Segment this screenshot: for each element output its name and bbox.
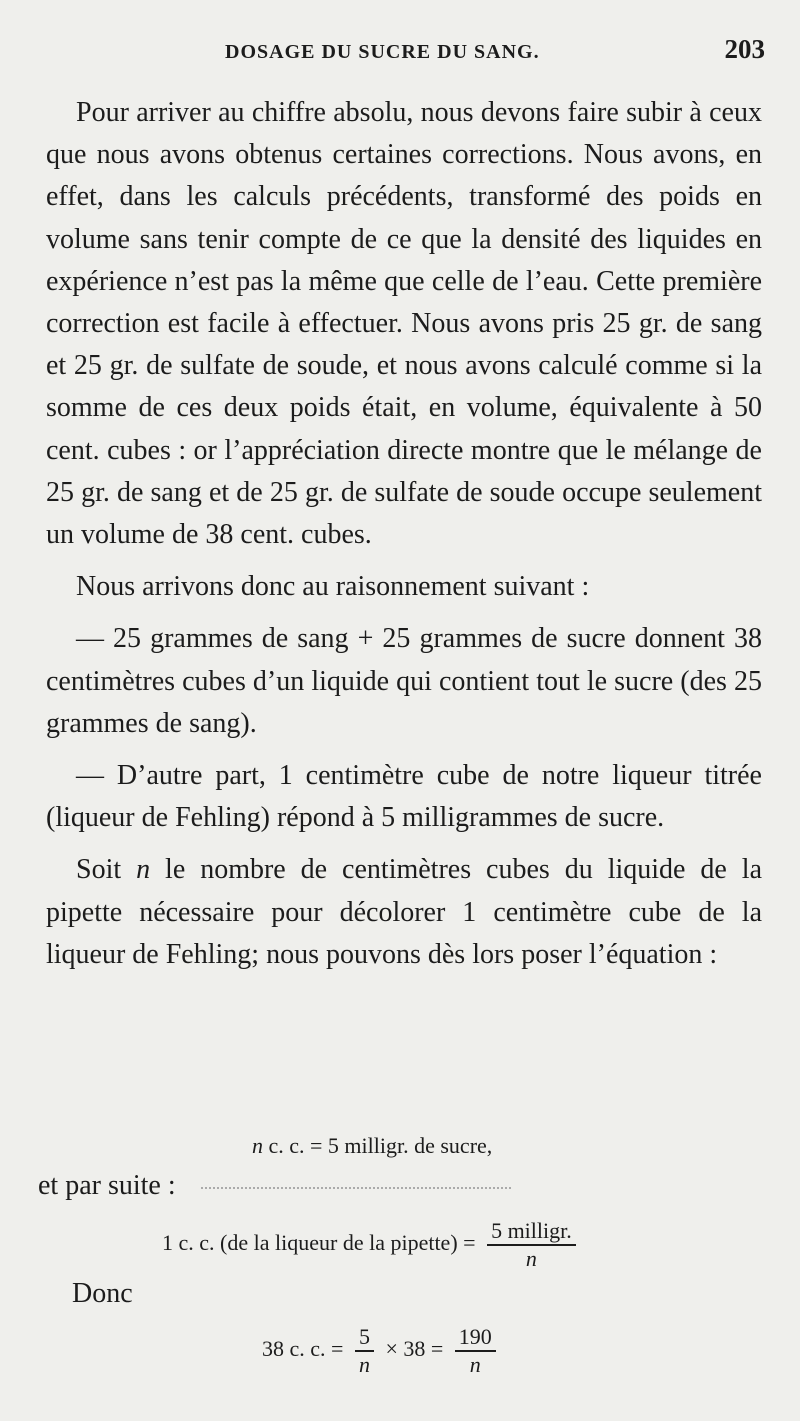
equation-2-denominator: n: [525, 1246, 537, 1271]
equation-2-lhs: 1 c. c. (de la liqueur de la pipette) =: [162, 1230, 476, 1256]
equation-3-f2-denominator: n: [469, 1352, 481, 1377]
paragraph-5-text: le nombre de centimètres cubes du liquide de la pipette nécessaire pour décolorer 1 centimètre cube de la liqueur de Fehling; nous pouvons dès lors poser l’équation :: [46, 854, 763, 970]
lead-et-par-suite: [38, 1170, 511, 1202]
dot-leader: [201, 1187, 511, 1189]
body-text: [46, 92, 762, 976]
equation-3-fraction-2: [455, 1324, 496, 1378]
paragraph-2: Nous arrivons donc au raisonnement suivant :: [76, 571, 590, 603]
equation-3-lhs: 38 c. c. =: [262, 1336, 344, 1362]
equation-1: [252, 1133, 492, 1159]
equation-2: [162, 1218, 582, 1272]
page-header: [225, 34, 765, 65]
equation-3-times: × 38 =: [385, 1336, 444, 1362]
equation-3: [262, 1324, 502, 1378]
paragraph-5-lead: Soit: [76, 854, 122, 886]
equation-1-variable: n: [252, 1133, 263, 1158]
page-number: 203: [724, 34, 765, 64]
equation-2-fraction: [487, 1218, 576, 1272]
running-head: DOSAGE DU SUCRE DU SANG.: [225, 41, 540, 63]
lead-donc: Donc: [72, 1278, 133, 1309]
equation-3-f2-numerator: 190: [455, 1324, 496, 1352]
paragraph-1: Pour arriver au chiffre absolu, nous devons faire subir à ceux que nous avons obtenus certaines corrections. Nous avons, en effet, dans les calculs précédents, transformé des poids en volume sans tenir compte de ce que la densité des liquides en expérience n’est pas la même que celle de l’eau. Cette première correction est facile à effectuer. Nous avons pris 25 gr. de sang et 25 gr. de sulfate de soude, et nous avons calculé comme si la somme de ces deux poids était, en volume, équivalente à 50 cent. cubes : or l’appréciation directe montre que le mélange de 25 gr. de sang et de 25 gr. de sulfate de soude occupe seulement un volume de 38 cent. cubes.: [46, 97, 762, 551]
equation-3-f1-denominator: n: [358, 1352, 370, 1377]
paragraph-4: — D’autre part, 1 centimètre cube de notre liqueur titrée (liqueur de Fehling) répond à 5 milligrammes de sucre.: [46, 760, 762, 834]
variable-n: n: [136, 854, 151, 886]
equation-3-f1-numerator: 5: [355, 1324, 374, 1352]
paragraph-5: [46, 849, 762, 976]
equation-2-numerator: 5 milligr.: [487, 1218, 576, 1246]
lead-et-par-suite-text: et par suite :: [38, 1170, 176, 1201]
equation-1-text: c. c. = 5 milligr. de sucre,: [268, 1133, 493, 1158]
paragraph-3: — 25 grammes de sang + 25 grammes de sucre donnent 38 centimètres cubes d’un liquide qui contient tout le sucre (des 25 grammes de sang).: [46, 623, 762, 739]
equation-3-fraction-1: [355, 1324, 374, 1378]
